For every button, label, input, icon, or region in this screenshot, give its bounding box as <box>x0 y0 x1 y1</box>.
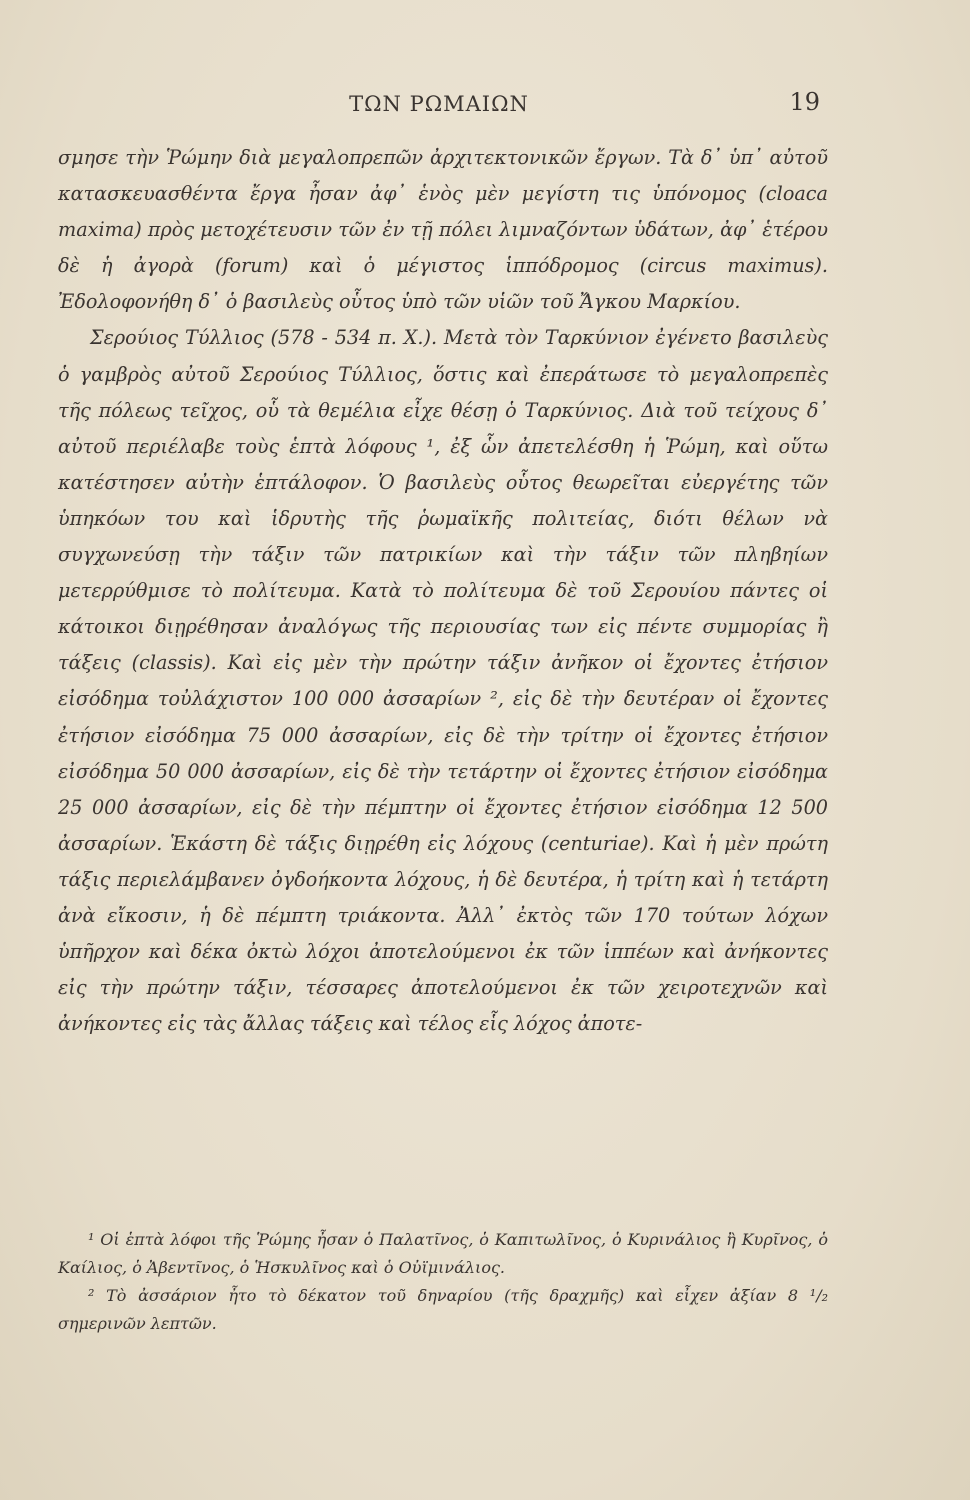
body-text <box>58 140 828 1042</box>
page-number: 19 <box>789 88 820 116</box>
paragraph-2: Σερούιος Τύλλιος (578 - 534 π. Χ.). Μετὰ τὸν Ταρκύνιον ἐγένετο βασιλεὺς ὁ γαμβρὸς αὐτοῦ Σερούιος Τύλλιος, ὅστις καὶ ἐπεράτωσε τὸ μεγαλοπρεπὲς τῆς πόλεως τεῖχος, οὗ τὰ θεμέλια εἶχε θέσῃ ὁ Ταρκύνιος. Διὰ τοῦ τείχους δ᾽ αὐτοῦ περιέλαβε τοὺς ἑπτὰ λόφους ¹, ἐξ ὧν ἀπετελέσθη ἡ Ῥώμη, καὶ οὕτω κατέστησεν αὐτὴν ἑπτάλοφον. Ὁ βασιλεὺς οὗτος θεωρεῖται εὐεργέτης τῶν ὑπηκόων του καὶ ἱδρυτὴς τῆς ῥωμαϊκῆς πολιτείας, διότι θέλων νὰ συγχωνεύσῃ τὴν τάξιν τῶν πατρικίων καὶ τὴν τάξιν τῶν πληβηίων μετερρύθμισε τὸ πολίτευμα. Κατὰ τὸ πολίτευμα δὲ τοῦ Σερουίου πάντες οἱ κάτοικοι διῃρέθησαν ἀναλόγως τῆς περιουσίας των εἰς πέντε συμμορίας ἢ τάξεις (classis). Καὶ εἰς μὲν τὴν πρώτην τάξιν ἀνῆκον οἱ ἔχοντες ἐτήσιον εἰσόδημα τοὐλάχιστον 100 000 ἀσσαρίων ², εἰς δὲ τὴν δευτέραν οἱ ἔχοντες ἐτήσιον εἰσόδημα 75 000 ἀσσαρίων, εἰς δὲ τὴν τρίτην οἱ ἔχοντες ἐτήσιον εἰσόδημα 50 000 ἀσσαρίων, εἰς δὲ τὴν τετάρτην οἱ ἔχοντες ἐτήσιον εἰσόδημα 25 000 ἀσσαρίων, εἰς δὲ τὴν πέμπτην οἱ ἔχοντες ἐτήσιον εἰσόδημα 12 500 ἀσσαρίων. Ἑκάστη δὲ τάξις διῃρέθη εἰς λόχους (centuriae). Καὶ ἡ μὲν πρώτη τάξις περιελάμβανεν ὀγδοήκοντα λόχους, ἡ δὲ δευτέρα, ἡ τρίτη καὶ ἡ τετάρτη ἀνὰ εἴκοσιν, ἡ δὲ πέμπτη τριάκοντα. Ἀλλ᾽ ἐκτὸς τῶν 170 τούτων λόχων ὑπῆρχον καὶ δέκα ὀκτὼ λόχοι ἀποτελούμενοι ἐκ τῶν ἱππέων καὶ ἀνήκοντες εἰς τὴν πρώτην τάξιν, τέσσαρες ἀποτελούμενοι ἐκ τῶν χειροτεχνῶν καὶ ἀνήκοντες εἰς τὰς ἄλλας τάξεις καὶ τέλος εἷς λόχος ἀποτε- <box>58 326 828 1036</box>
footnotes <box>58 1226 828 1338</box>
running-head <box>58 88 820 124</box>
footnote-2: ² Τὸ ἀσσάριον ἦτο τὸ δέκατον τοῦ δηναρίου (τῆς δραχμῆς) καὶ εἶχεν ἀξίαν 8 ¹/₂ σημερινῶν λεπτῶν. <box>58 1286 828 1333</box>
paragraph-1: σμησε τὴν Ῥώμην διὰ μεγαλοπρεπῶν ἀρχιτεκτονικῶν ἔργων. Τὰ δ᾽ ὑπ᾽ αὐτοῦ κατασκευασθέντα ἔργα ἦσαν ἀφ᾽ ἑνὸς μὲν μεγίστη τις ὑπόνομος (cloaca maxima) πρὸς μετοχέτευσιν τῶν ἐν τῇ πόλει λιμναζόντων ὑδάτων, ἀφ᾽ ἑτέρου δὲ ἡ ἀγορὰ (forum) καὶ ὁ μέγιστος ἱππόδρομος (circus maximus). Ἐδολοφονήθη δ᾽ ὁ βασιλεὺς οὗτος ὑπὸ τῶν υἱῶν τοῦ Ἄγκου Μαρκίου. <box>58 146 828 314</box>
footnote-1: ¹ Οἱ ἑπτὰ λόφοι τῆς Ῥώμης ἦσαν ὁ Παλατῖνος, ὁ Καπιτωλῖνος, ὁ Κυρινάλιος ἢ Κυρῖνος, ὁ Καίλιος, ὁ Ἀβεντῖνος, ὁ Ἡσκυλῖνος καὶ ὁ Οὐϊμινάλιος. <box>58 1230 828 1277</box>
running-title: ΤΩΝ ΡΩΜΑΙΩΝ <box>349 92 529 116</box>
